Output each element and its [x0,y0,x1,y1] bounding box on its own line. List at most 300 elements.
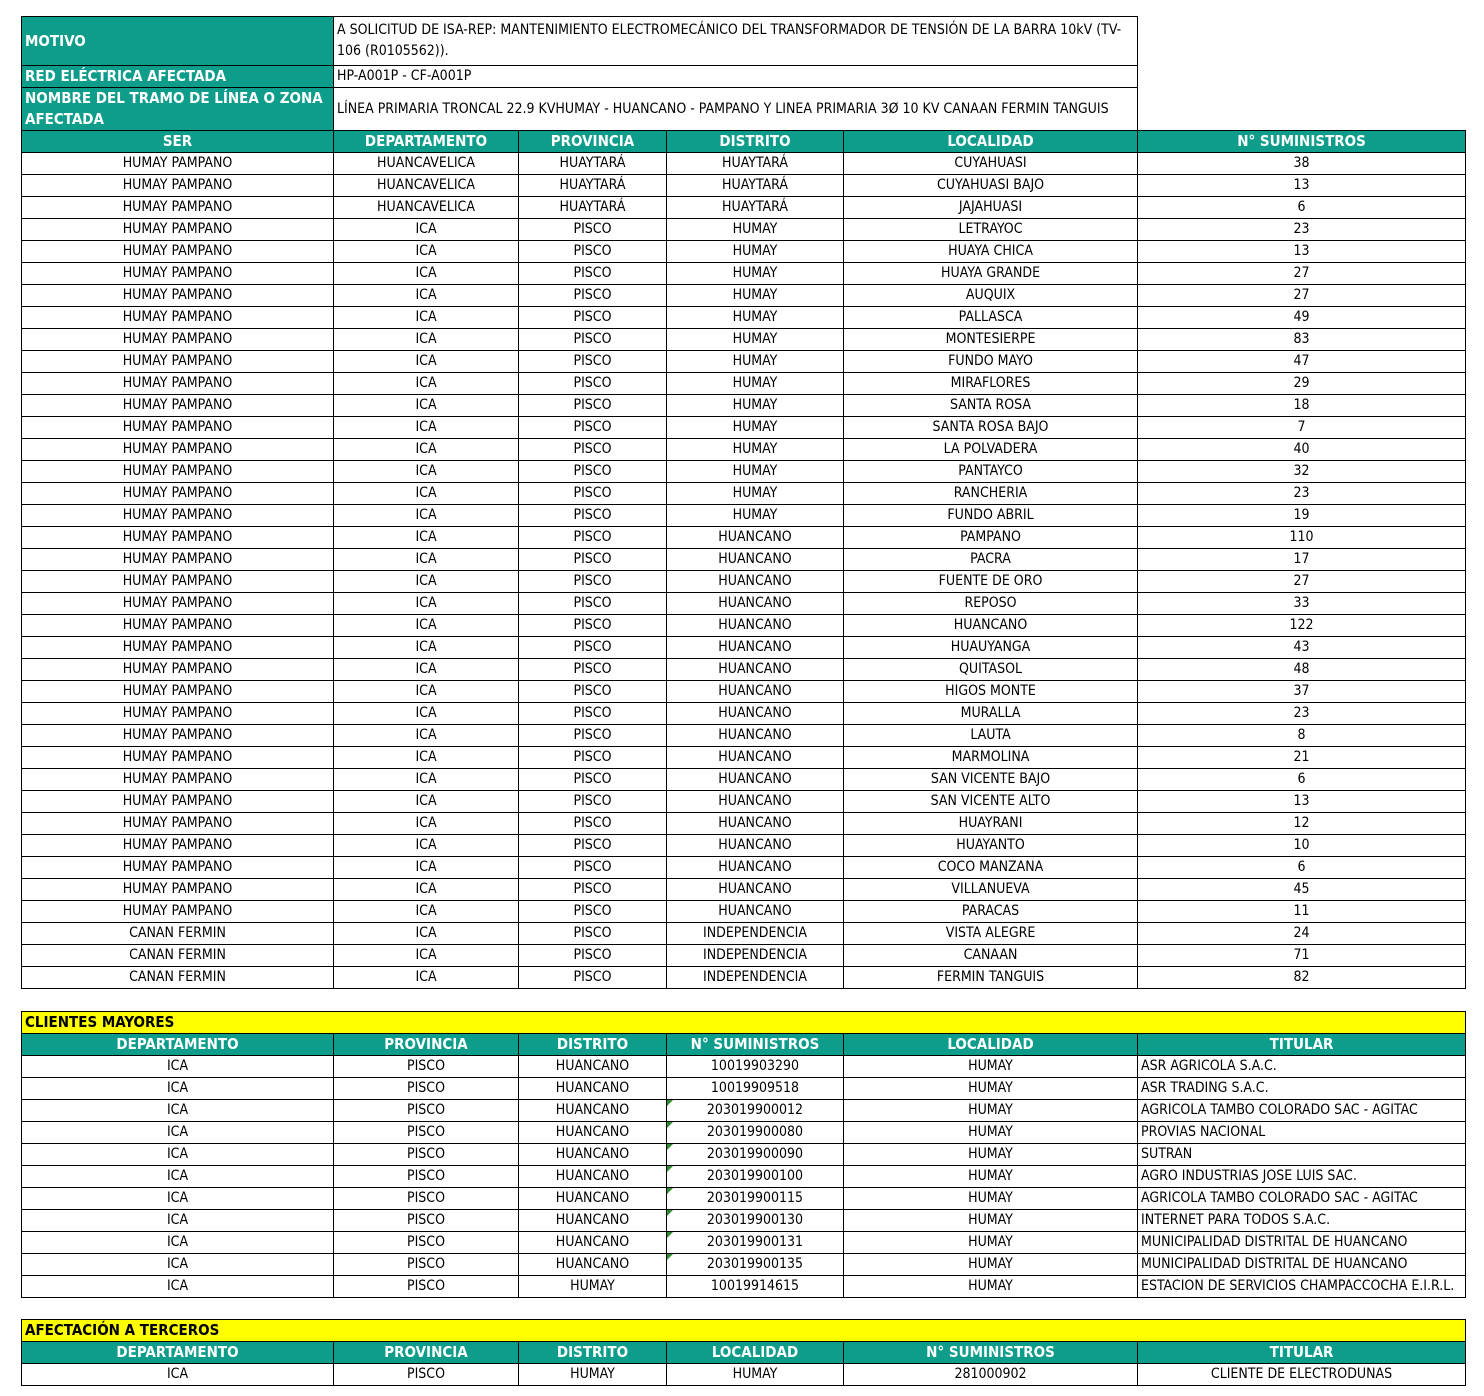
table-cell: 18 [1138,395,1466,417]
table-cell: HUMAY PAMPANO [22,703,334,725]
table-row [22,527,1466,549]
table-cell: PISCO [519,527,667,549]
table-cell: HUMAY PAMPANO [22,637,334,659]
table-row [22,417,1466,439]
table-cell: 281000902 [844,1364,1138,1386]
table-cell: AUQUIX [844,285,1138,307]
header-ser: SER [22,131,334,153]
table-cell: ICA [22,1210,334,1232]
table-cell: CANAN FERMIN [22,923,334,945]
table-cell: ICA [22,1364,334,1386]
table-cell: 203019900100 [667,1166,844,1188]
table-cell: HUMAY [844,1210,1138,1232]
table-cell: HUMAY [667,439,844,461]
table-cell: ICA [334,703,519,725]
main-header-row [22,131,1466,153]
table-cell: HUMAY PAMPANO [22,593,334,615]
table-cell: HUMAY [667,241,844,263]
table-cell: ICA [334,681,519,703]
table-cell: 38 [1138,153,1466,175]
table-cell: QUITASOL [844,659,1138,681]
table-cell: PISCO [519,747,667,769]
table-cell: HUANCANO [667,615,844,637]
table-row [22,857,1466,879]
table-cell: 203019900135 [667,1254,844,1276]
table-cell: FUENTE DE ORO [844,571,1138,593]
table-cell: HUAYTARÁ [667,153,844,175]
table-cell: HUMAY PAMPANO [22,417,334,439]
table-cell: FUNDO MAYO [844,351,1138,373]
table-cell: HUMAY [844,1254,1138,1276]
table-cell: HUAYA GRANDE [844,263,1138,285]
table-cell: HUMAY PAMPANO [22,725,334,747]
table-cell: HUMAY PAMPANO [22,153,334,175]
terceros-title-row [22,1320,1466,1342]
table-cell: PISCO [519,813,667,835]
table-cell: HUANCANO [519,1078,667,1100]
table-cell: PISCO [519,219,667,241]
table-cell: HUMAY PAMPANO [22,615,334,637]
table-cell: LETRAYOC [844,219,1138,241]
table-cell: 13 [1138,791,1466,813]
table-cell: VILLANUEVA [844,879,1138,901]
table-cell: HUMAY PAMPANO [22,329,334,351]
table-cell: ICA [334,813,519,835]
cm-header-titular: TITULAR [1138,1034,1466,1056]
clientes-mayores-title-row [22,1012,1466,1034]
table-cell: HUANCANO [519,1144,667,1166]
table-cell: HUANCANO [667,703,844,725]
table-cell: HUMAY PAMPANO [22,285,334,307]
table-cell: ICA [334,593,519,615]
table-cell: MONTESIERPE [844,329,1138,351]
clientes-mayores-header-row [22,1034,1466,1056]
table-cell: ICA [334,857,519,879]
table-cell: LA POLVADERA [844,439,1138,461]
table-cell: PISCO [519,857,667,879]
table-cell: PISCO [519,285,667,307]
table-cell: 13 [1138,241,1466,263]
table-cell: HIGOS MONTE [844,681,1138,703]
table-cell: 71 [1138,945,1466,967]
table-cell: ICA [22,1254,334,1276]
table-cell: 122 [1138,615,1466,637]
terceros-body [22,1320,1466,1386]
table-cell: PISCO [519,505,667,527]
table-cell: PISCO [519,923,667,945]
table-cell: HUANCANO [667,571,844,593]
table-cell: HUMAY [667,395,844,417]
table-row [22,439,1466,461]
table-cell: 203019900130 [667,1210,844,1232]
table-cell: ICA [334,373,519,395]
table-row [22,351,1466,373]
table-cell: HUANCANO [667,747,844,769]
table-row [22,791,1466,813]
table-cell: HUMAY [844,1144,1138,1166]
table-row [22,593,1466,615]
table-cell: 82 [1138,967,1466,989]
terceros-table [21,1319,1466,1386]
table-row [22,197,1466,219]
table-cell: 27 [1138,285,1466,307]
table-cell: CANAN FERMIN [22,945,334,967]
table-cell: PISCO [519,835,667,857]
table-cell: ICA [22,1122,334,1144]
header-localidad: LOCALIDAD [844,131,1138,153]
table-row [22,879,1466,901]
table-cell: ICA [22,1166,334,1188]
table-cell: PISCO [519,373,667,395]
header-departamento: DEPARTAMENTO [334,131,519,153]
table-cell: HUANCANO [519,1100,667,1122]
table-cell: HUMAY PAMPANO [22,835,334,857]
table-cell: PISCO [334,1364,519,1386]
table-cell: PISCO [519,681,667,703]
table-cell: ICA [334,945,519,967]
table-cell: ICA [334,835,519,857]
table-cell: HUANCANO [519,1188,667,1210]
table-cell: 110 [1138,527,1466,549]
table-cell: HUANCAVELICA [334,197,519,219]
table-cell: HUMAY [667,329,844,351]
table-cell: 33 [1138,593,1466,615]
table-cell: HUMAY [667,1364,844,1386]
table-cell: 24 [1138,923,1466,945]
header-suministros: N° SUMINISTROS [1138,131,1466,153]
table-cell: 203019900115 [667,1188,844,1210]
table-row [22,1276,1466,1298]
table-row [22,1232,1466,1254]
table-cell: ICA [334,901,519,923]
t-header-distrito: DISTRITO [519,1342,667,1364]
table-cell: ICA [334,219,519,241]
table-cell: PISCO [334,1254,519,1276]
table-cell: HUAYTARÁ [519,175,667,197]
table-cell: HUANCANO [667,725,844,747]
table-cell: 203019900090 [667,1144,844,1166]
table-row [22,1166,1466,1188]
table-cell: ICA [22,1276,334,1298]
table-row [22,1254,1466,1276]
table-cell: HUANCANO [667,857,844,879]
table-cell: HUANCANO [667,637,844,659]
table-cell: AGRICOLA TAMBO COLORADO SAC - AGITAC [1138,1100,1466,1122]
table-cell: 203019900012 [667,1100,844,1122]
cm-header-departamento: DEPARTAMENTO [22,1034,334,1056]
table-cell: HUAYA CHICA [844,241,1138,263]
table-cell: HUANCANO [519,1166,667,1188]
table-row [22,549,1466,571]
table-cell: 13 [1138,175,1466,197]
table-cell: RANCHERIA [844,483,1138,505]
table-row [22,813,1466,835]
table-cell: HUMAY [844,1188,1138,1210]
table-cell: 6 [1138,197,1466,219]
table-row [22,461,1466,483]
cm-header-suministros: N° SUMINISTROS [667,1034,844,1056]
table-cell: ICA [334,461,519,483]
table-cell: HUAUYANGA [844,637,1138,659]
table-cell: HUMAY PAMPANO [22,373,334,395]
table-cell: PAMPANO [844,527,1138,549]
table-cell: PISCO [519,769,667,791]
cm-header-localidad: LOCALIDAD [844,1034,1138,1056]
table-cell: HUMAY [844,1232,1138,1254]
table-cell: AGRO INDUSTRIAS JOSE LUIS SAC. [1138,1166,1466,1188]
motivo-row [22,17,1466,66]
table-cell: ICA [334,483,519,505]
table-cell: ICA [334,879,519,901]
table-row [22,637,1466,659]
table-row [22,153,1466,175]
table-cell: 17 [1138,549,1466,571]
table-cell: HUAYTARÁ [667,175,844,197]
table-cell: ICA [334,769,519,791]
table-cell: HUANCANO [667,901,844,923]
table-cell: PISCO [519,263,667,285]
table-cell: 32 [1138,461,1466,483]
table-cell: ICA [334,395,519,417]
table-cell: ICA [22,1100,334,1122]
table-cell: PISCO [519,879,667,901]
table-cell: HUMAY PAMPANO [22,549,334,571]
table-cell: PISCO [519,549,667,571]
clientes-mayores-title: CLIENTES MAYORES [22,1012,1466,1034]
red-value: HP-A001P - CF-A001P [334,66,1138,88]
table-row [22,1078,1466,1100]
table-cell: 43 [1138,637,1466,659]
table-cell: 10019909518 [667,1078,844,1100]
table-cell: HUMAY [844,1078,1138,1100]
table-cell: SANTA ROSA [844,395,1138,417]
table-cell: INDEPENDENCIA [667,923,844,945]
table-row [22,395,1466,417]
table-cell: 21 [1138,747,1466,769]
table-row [22,703,1466,725]
table-cell: 6 [1138,769,1466,791]
table-cell: ICA [334,439,519,461]
table-cell: HUMAY PAMPANO [22,857,334,879]
table-row [22,1188,1466,1210]
table-cell: ICA [334,329,519,351]
table-cell: PISCO [519,395,667,417]
table-cell: PISCO [519,461,667,483]
table-cell: PROVIAS NACIONAL [1138,1122,1466,1144]
table-cell: HUMAY [667,373,844,395]
tramo-label: NOMBRE DEL TRAMO DE LÍNEA O ZONA AFECTADA [22,88,334,131]
table-cell: MARMOLINA [844,747,1138,769]
table-cell: 10019903290 [667,1056,844,1078]
table-row [22,285,1466,307]
table-cell: HUAYTARÁ [519,197,667,219]
table-row [22,1056,1466,1078]
table-cell: HUMAY PAMPANO [22,791,334,813]
table-cell: HUMAY PAMPANO [22,219,334,241]
table-cell: 203019900080 [667,1122,844,1144]
table-cell: PANTAYCO [844,461,1138,483]
table-row [22,1144,1466,1166]
table-cell: HUMAY PAMPANO [22,307,334,329]
table-cell: HUMAY [667,505,844,527]
table-cell: MIRAFLORES [844,373,1138,395]
red-row [22,66,1466,88]
table-cell: HUMAY [667,263,844,285]
table-cell: ICA [334,307,519,329]
terceros-title: AFECTACIÓN A TERCEROS [22,1320,1466,1342]
table-cell: HUMAY PAMPANO [22,461,334,483]
table-cell: HUAYANTO [844,835,1138,857]
table-cell: PISCO [334,1276,519,1298]
table-cell: PISCO [334,1122,519,1144]
table-cell: 23 [1138,219,1466,241]
table-cell: HUANCANO [667,879,844,901]
table-row [22,923,1466,945]
table-cell: HUMAY PAMPANO [22,879,334,901]
table-cell: CANAAN [844,945,1138,967]
table-row [22,769,1466,791]
t-header-localidad: LOCALIDAD [667,1342,844,1364]
table-row [22,681,1466,703]
table-cell: ICA [334,725,519,747]
table-cell: HUANCANO [667,791,844,813]
table-cell: HUMAY PAMPANO [22,395,334,417]
table-cell: PISCO [519,637,667,659]
table-cell: PISCO [334,1144,519,1166]
table-cell: 37 [1138,681,1466,703]
table-cell: 48 [1138,659,1466,681]
table-row [22,483,1466,505]
table-cell: PISCO [334,1188,519,1210]
table-cell: PISCO [519,417,667,439]
table-cell: HUMAY PAMPANO [22,263,334,285]
table-cell: ICA [334,615,519,637]
table-row [22,219,1466,241]
table-cell: ICA [334,263,519,285]
table-cell: PISCO [519,901,667,923]
cm-header-provincia: PROVINCIA [334,1034,519,1056]
table-cell: 12 [1138,813,1466,835]
table-cell: HUMAY [519,1364,667,1386]
table-cell: PISCO [519,615,667,637]
table-cell: ICA [22,1232,334,1254]
table-row [22,945,1466,967]
table-cell: ICA [334,351,519,373]
table-cell: REPOSO [844,593,1138,615]
table-cell: HUMAY [667,285,844,307]
table-cell: 49 [1138,307,1466,329]
table-cell: HUMAY PAMPANO [22,351,334,373]
table-cell: HUMAY PAMPANO [22,813,334,835]
table-cell: LAUTA [844,725,1138,747]
table-cell: HUMAY [844,1100,1138,1122]
table-cell: 10 [1138,835,1466,857]
t-header-titular: TITULAR [1138,1342,1466,1364]
table-cell: CLIENTE DE ELECTRODUNAS [1138,1364,1466,1386]
table-cell: PISCO [519,329,667,351]
table-cell: HUMAY PAMPANO [22,175,334,197]
motivo-value: A SOLICITUD DE ISA-REP: MANTENIMIENTO ELECTROMECÁNICO DEL TRANSFORMADOR DE TENSIÓN DE LA BARRA 10kV (TV-106 (R0105562)). [334,17,1138,66]
table-cell: HUANCANO [667,813,844,835]
table-cell: HUMAY PAMPANO [22,241,334,263]
table-cell: ICA [22,1144,334,1166]
table-cell: 7 [1138,417,1466,439]
t-header-provincia: PROVINCIA [334,1342,519,1364]
table-row [22,615,1466,637]
table-cell: ASR TRADING S.A.C. [1138,1078,1466,1100]
main-table-body [22,17,1466,989]
table-cell: 23 [1138,483,1466,505]
table-cell: ICA [334,527,519,549]
table-cell: PISCO [519,593,667,615]
table-cell: PISCO [519,351,667,373]
clientes-mayores-body [22,1012,1466,1298]
table-cell: ICA [334,571,519,593]
table-row [22,1100,1466,1122]
table-cell: PISCO [519,307,667,329]
table-cell: PISCO [334,1210,519,1232]
table-cell: HUANCANO [844,615,1138,637]
header-provincia: PROVINCIA [519,131,667,153]
table-cell: 11 [1138,901,1466,923]
table-cell: CUYAHUASI [844,153,1138,175]
table-cell: PISCO [519,945,667,967]
table-cell: ICA [334,967,519,989]
afectacion-table [21,16,1466,989]
table-cell: PARACAS [844,901,1138,923]
table-cell: HUMAY PAMPANO [22,571,334,593]
table-cell: PISCO [519,703,667,725]
t-header-suministros: N° SUMINISTROS [844,1342,1138,1364]
table-cell: HUANCANO [667,659,844,681]
table-cell: SANTA ROSA BAJO [844,417,1138,439]
table-cell: HUANCAVELICA [334,175,519,197]
table-cell: JAJAHUASI [844,197,1138,219]
table-cell: HUMAY [844,1122,1138,1144]
table-cell: ICA [334,637,519,659]
table-cell: ICA [334,505,519,527]
table-cell: HUMAY [844,1056,1138,1078]
table-cell: HUMAY [667,307,844,329]
table-cell: FERMIN TANGUIS [844,967,1138,989]
table-cell: PISCO [519,571,667,593]
table-cell: HUANCANO [667,835,844,857]
table-cell: HUMAY PAMPANO [22,483,334,505]
table-cell: ICA [334,747,519,769]
clientes-mayores-table [21,1011,1466,1298]
table-row [22,571,1466,593]
table-cell: HUANCANO [667,769,844,791]
motivo-label: MOTIVO [22,17,334,66]
table-cell: HUMAY PAMPANO [22,197,334,219]
table-row [22,1210,1466,1232]
table-cell: HUMAY PAMPANO [22,439,334,461]
table-cell: HUANCANO [519,1210,667,1232]
table-cell: HUAYRANI [844,813,1138,835]
table-cell: 19 [1138,505,1466,527]
table-cell: HUANCANO [667,593,844,615]
table-cell: MURALLA [844,703,1138,725]
table-cell: COCO MANZANA [844,857,1138,879]
table-cell: HUANCANO [519,1056,667,1078]
table-cell: PISCO [519,725,667,747]
table-cell: SUTRAN [1138,1144,1466,1166]
table-cell: MUNICIPALIDAD DISTRITAL DE HUANCANO [1138,1232,1466,1254]
tramo-value: LÍNEA PRIMARIA TRONCAL 22.9 KVHUMAY - HUANCANO - PAMPANO Y LINEA PRIMARIA 3Ø 10 KV CANAAN FERMIN TANGUIS [334,88,1138,131]
table-cell: PALLASCA [844,307,1138,329]
table-cell: ICA [334,417,519,439]
cm-header-distrito: DISTRITO [519,1034,667,1056]
